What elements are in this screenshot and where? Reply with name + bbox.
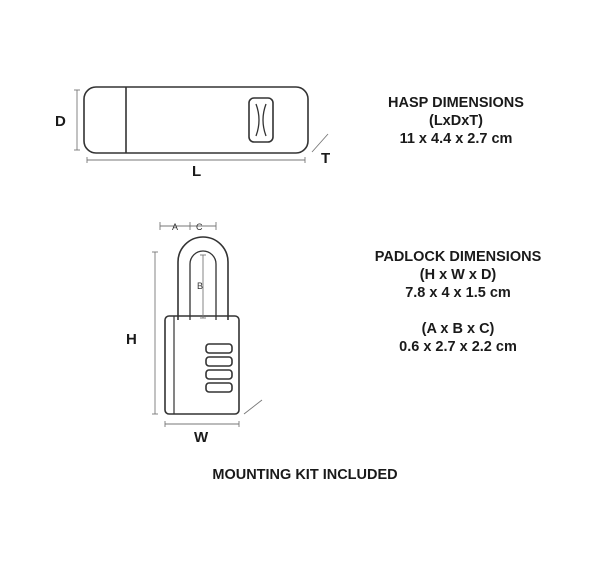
- hasp-dimension-lines: [74, 90, 328, 163]
- padlock-dimensions-block: [352, 248, 564, 356]
- label-w: W: [194, 429, 209, 446]
- padlock-format-abc: (A x B x C): [421, 321, 495, 337]
- hasp-drawing: [84, 87, 308, 153]
- hasp-title: HASP DIMENSIONS: [388, 95, 524, 111]
- padlock-dial-1: [206, 344, 232, 353]
- hasp-slot: [249, 98, 273, 142]
- padlock-body: [165, 316, 239, 414]
- padlock-format-hwd: (H x W x D): [419, 267, 497, 283]
- padlock-value-hwd: 7.8 x 4 x 1.5 cm: [405, 285, 511, 301]
- label-c: C: [196, 222, 203, 232]
- padlock-dial-2: [206, 357, 232, 366]
- hasp-value: 11 x 4.4 x 2.7 cm: [399, 131, 513, 147]
- label-b: B: [197, 281, 204, 291]
- hasp-format: (LxDxT): [429, 113, 483, 129]
- hasp-dimensions-block: [356, 94, 556, 148]
- label-d: D: [55, 113, 66, 130]
- hasp-slot-inner: [256, 104, 266, 136]
- padlock-dimension-lines: [152, 222, 262, 427]
- dim-line-depth: [244, 400, 262, 414]
- label-l: L: [192, 163, 202, 180]
- label-t: T: [321, 150, 331, 167]
- padlock-title: PADLOCK DIMENSIONS: [374, 249, 542, 265]
- label-a: A: [172, 222, 179, 232]
- label-h: H: [126, 331, 137, 348]
- padlock-value-abc: 0.6 x 2.7 x 2.2 cm: [399, 339, 517, 355]
- padlock-dial-4: [206, 383, 232, 392]
- padlock-drawing: [165, 237, 239, 414]
- mounting-kit-note: MOUNTING KIT INCLUDED: [212, 467, 398, 483]
- hasp-body: [84, 87, 308, 153]
- padlock-dial-3: [206, 370, 232, 379]
